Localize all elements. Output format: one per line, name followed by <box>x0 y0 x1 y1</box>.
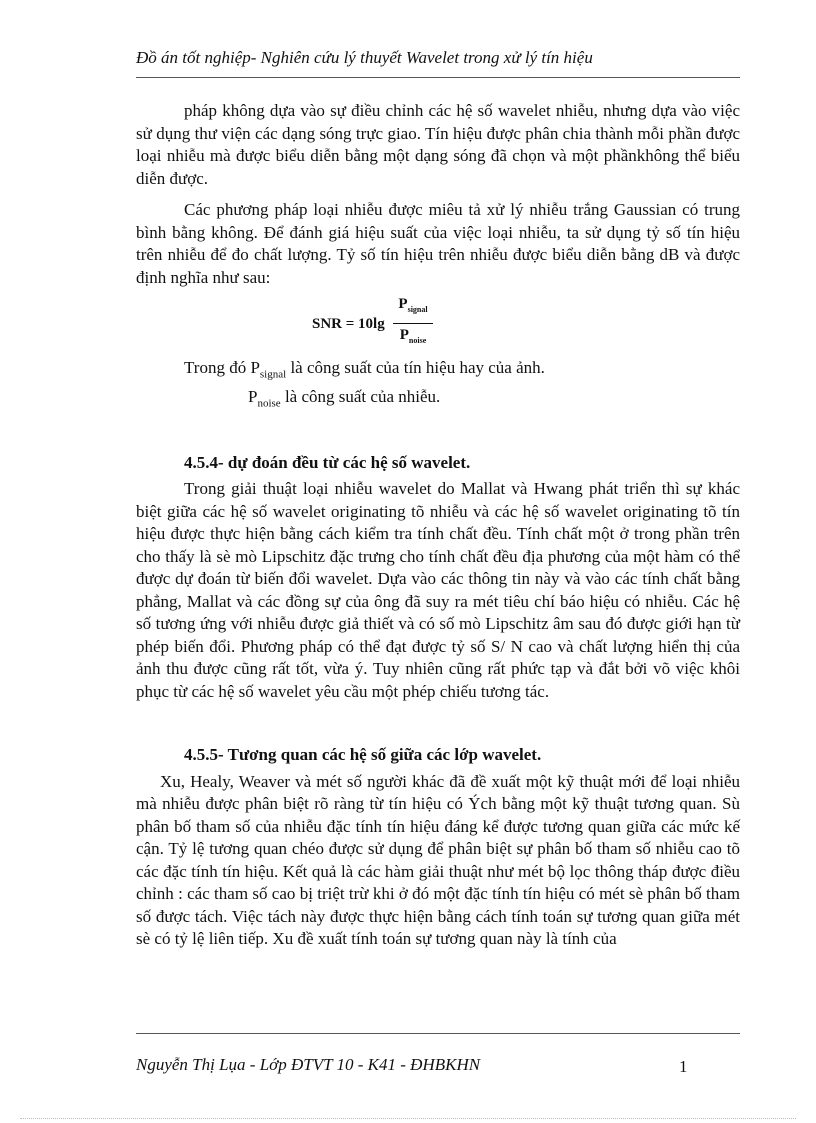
formula-denominator: $P_{noise}$ <box>399 326 427 345</box>
paragraph-regularity-prediction: Trong giải thuật loại nhiễu wavelet do Mallat và Hwang phát triển thì sự khác biệt giữa các hệ số wavelet originating tõ nhiễu và các hệ số wavelet originating tõ tín hiệu được thực hiện bằng cách kiểm tra tính chất đều. Tính chất một ở trong phần trên cho thấy là sè mò Lipschitz đặc trưng cho tính chất đều địa phương của một hàm có thể được dự đoán từ biến đổi wavelet. Dựa vào các thông tin này và vào các tính chất bằng phẳng, Mallat và các đồng sự của ông đã suy ra mét tiêu chí báo hiệu có nhiễu. Các hệ số tương ứng với nhiễu được giả thiết và có số mò Lipschitz âm sau đó được giới hạn từ phép biến đổi. Phương pháp có thể đạt được tỷ số S/ N cao và chất lượng hiển thị của ảnh thu được cũng rất tốt, vừa ý. Tuy nhiên cũng rất phức tạp và đắt bởi võ việc khôi phục từ các hệ số wavelet yêu cầu một phép chiếu tương tác. <box>136 479 740 701</box>
page-number: 1 <box>679 1057 688 1076</box>
footer-divider <box>136 1033 740 1034</box>
page-bottom-border <box>20 1118 796 1119</box>
formula-numerator: $P_{signal}$ <box>393 293 433 324</box>
snr-formula <box>136 293 740 357</box>
page-footer-author: Nguyễn Thị Lụa - Lớp ĐTVT 10 - K41 - ĐHBKHN <box>136 1055 481 1074</box>
paragraph-noise-removal-methods: Các phương pháp loại nhiễu được miêu tả xử lý nhiễu trắng Gaussian có trung bình bằng không. Để đánh giá hiệu suất của việc loại nhiễu, ta sử dụng tỷ số tín hiệu trên nhiễu để đo chất lượng. Tỷ số tín hiệu trên nhiễu được biểu diễn bằng dB và được định nghĩa như sau: <box>136 200 740 287</box>
page-header: Đồ án tốt nghiệp- Nghiên cứu lý thuyết Wavelet trong xử lý tín hiệu <box>136 48 593 67</box>
section-heading-4-5-4: 4.5.4- dự đoán đều từ các hệ số wavelet. <box>184 452 471 472</box>
page-content <box>136 100 740 951</box>
paragraph-wavelet-library: pháp không dựa vào sự điều chỉnh các hệ số wavelet nhiễu, nhưng dựa vào việc sử dụng thư viện các dạng sóng trực giao. Tín hiệu được phân chia thành mỗi phần được loại nhiễu mà được biểu diễn bằng một dạng sóng đã chọn và một phầnkhông thể biểu diễn được. <box>136 101 740 188</box>
formula-lhs: SNR = 10lg <box>312 316 385 332</box>
paragraph-scale-correlation: Xu, Healy, Weaver và mét số người khác đã đề xuất một kỹ thuật mới để loại nhiễu mà nhiễu được phân biệt rõ ràng từ tín hiệu có Ých bằng một kỹ thuật tương quan. Sù phân bố tham số của nhiễu đặc tính tín hiệu đáng kể được tương quan giữa các mức kế cận. Tỷ lệ tương quan chéo được sử dụng để phân biệt sự phân bố tham số nhiễu cao tõ các đặc tính tín hiệu. Kết quả là các hàm giải thuật như mét bộ lọc thông tháp được điều chỉnh : các tham số cao bị triệt trừ khi ở đó một đặc tính tín hiệu có mét sè phân bố tham số được tách. Việc tách này được thực hiện bằng cách tính toán sự tương quan giữa mét sè có tỷ lệ liên tiếp. Xu đề xuất tính toán sự tương quan này là tính của <box>136 771 740 949</box>
formula-definition-signal: Trong đó $P_{signal}$ là công suất của tín hiệu hay của ảnh. <box>184 358 545 381</box>
section-heading-4-5-5: 4.5.5- Tương quan các hệ số giữa các lớp wavelet. <box>184 745 542 765</box>
header-divider <box>136 77 740 78</box>
formula-definition-noise: $P_{noise}$ là công suất của nhiễu. <box>248 386 441 410</box>
formula-fraction <box>393 293 433 352</box>
